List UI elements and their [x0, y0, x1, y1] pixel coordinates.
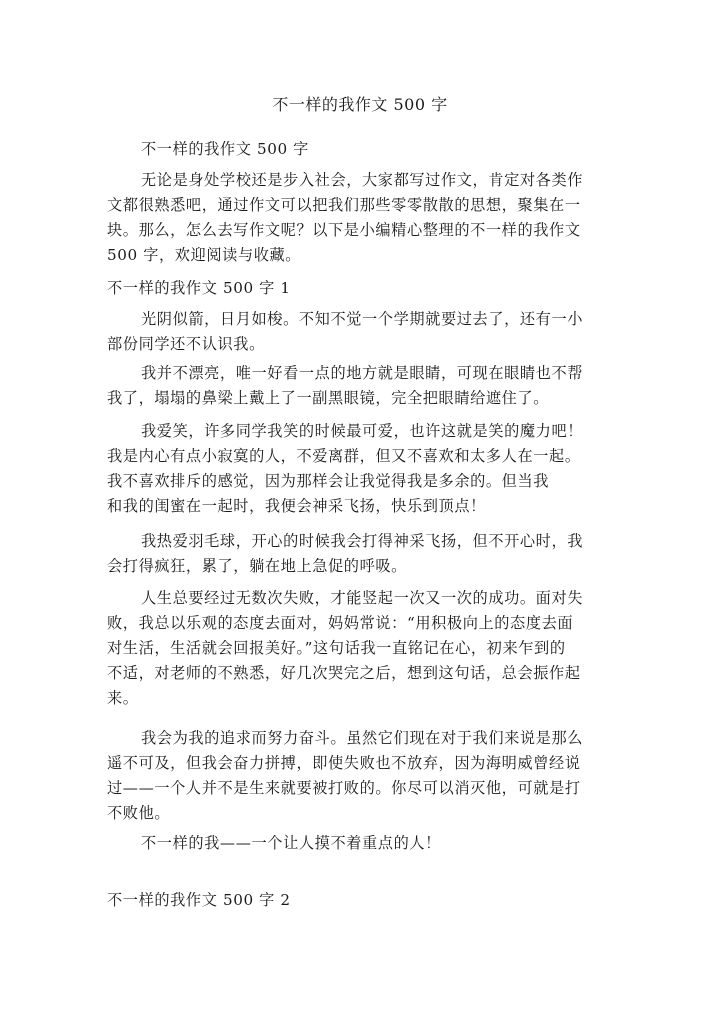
essay2-heading: 不一样的我作文 500 字 2 — [107, 891, 291, 909]
essay1-paragraph-1: 光阴似箭，日月如梭。不知不觉一个学期就要过去了，还有一小 部份同学还不认识我。 — [107, 310, 584, 353]
intro-heading: 不一样的我作文 500 字 — [141, 140, 309, 158]
intro-paragraph: 无论是身处学校还是步入社会，大家都写过作文，肯定对各类作 文都很熟悉吧，通过作文可以把我们那些零零散散的思想，聚集在一 块。那么，怎么去写作文呢？以下是小编精心整理的不一样的我作文 500 字，欢迎阅读与收藏。 — [107, 171, 584, 264]
essay1-paragraph-2: 我并不漂亮，唯一好看一点的地方就是眼睛，可现在眼睛也不帮 我了，塌塌的鼻梁上戴上了一副黑眼镜，完全把眼睛给遮住了。 — [107, 364, 584, 407]
essay1-paragraph-6: 我会为我的追求而努力奋斗。虽然它们现在对于我们来说是那么 遥不可及，但我会奋力拼搏，即使失败也不放弃，因为海明威曾经说 过——一个人并不是生来就要被打败的。你尽可以消灭他，可就是打 不败他。 — [107, 729, 584, 822]
essay1-heading: 不一样的我作文 500 字 1 — [107, 279, 291, 297]
essay1-paragraph-3: 我爱笑，许多同学我笑的时候最可爱，也许这就是笑的魔力吧！ 我是内心有点小寂寞的人，不爱离群，但又不喜欢和太多人在一起。 我不喜欢排斥的感觉，因为那样会让我觉得我是多余的。但当我 和我的闺蜜在一起时，我便会神采飞扬，快乐到顶点！ — [107, 422, 584, 515]
document-title: 不一样的我作文 500 字 — [272, 95, 448, 114]
essay1-paragraph-7: 不一样的我——一个让人摸不着重点的人！ — [141, 834, 441, 852]
essay1-paragraph-4: 我热爱羽毛球，开心的时候我会打得神采飞扬，但不开心时，我 会打得疯狂，累了，躺在地上急促的呼吸。 — [107, 532, 584, 575]
essay1-paragraph-5: 人生总要经过无数次失败，才能竖起一次又一次的成功。面对失 败，我总以乐观的态度去面对，妈妈常说：“用积极向上的态度去面 对生活，生活就会回报美好。”这句话我一直铭记在心，初来乍到的 不适，对老师的不熟悉，好几次哭完之后，想到这句话，总会振作起 来。 — [107, 589, 584, 707]
